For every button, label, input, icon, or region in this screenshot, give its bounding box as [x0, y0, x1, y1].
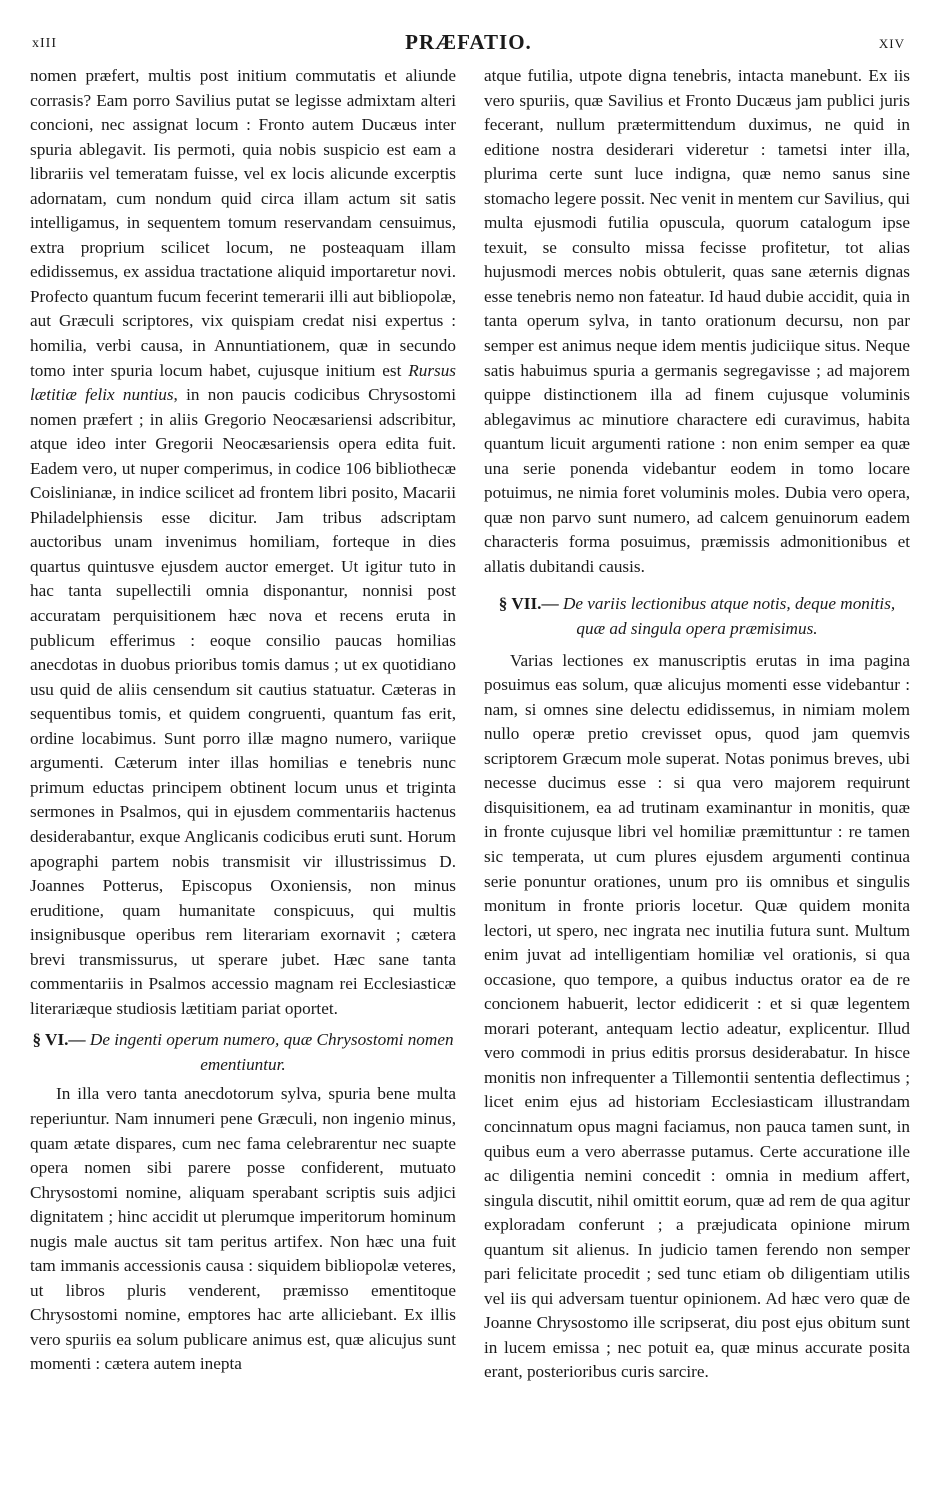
section-heading-vi	[30, 1028, 456, 1077]
right-column	[484, 64, 910, 1385]
right-paragraph-1: atque futilia, utpote digna tenebris, intacta manebunt. Ex iis vero spuriis, quæ Savilius et Fronto Ducæus jam publici juris fecerant, nullum prætermittendum duximus, ne quid in editione nostra desiderari videretur : tametsi inter illa, plurima certe sunt luce indigna, quæ nemo sanus sine stomacho legere possit. Nec venit in mentem cur Savilius, qui multa ejusmodi futilia opuscula, quorum catalogum ipse texuit, se consulto missa fecisse profitetur, tot alias hujusmodi merces nobis obtulerit, quas sane æternis dignas esse tenebris nemo non fateatur. Id haud dubie accidit, quia in tanta operum sylva, in tanto orationum decursu, non par semper est animus neque idem mentis judiciique situs. Neque satis habuimus spuria a germanis segregavisse ; ad majorem quippe distinctionem illa ad finem cujusque voluminis ablegavimus ac minutiore charactere edi curavimus, habita quantum licuit argumenti ratione : non enim semper ea quæ una serie ponenda videbantur eodem in tomo locare potuimus, ne nimia foret voluminis moles. Dubia vero opera, quæ non parvo sunt numero, ad calcem genuinorum eadem characteris forma posuimus, præmissis admonitionibus et allatis dubitandi causis.	[484, 66, 910, 576]
section-title: De ingenti operum numero, quæ Chrysostomi nomen ementiuntur.	[89, 1030, 454, 1074]
left-column	[30, 64, 456, 1377]
running-header	[30, 30, 907, 56]
section-number: § VI.—	[32, 1030, 86, 1050]
section-heading-vii	[484, 592, 910, 641]
running-title: PRÆFATIO.	[405, 30, 532, 54]
section-title: De variis lectionibus atque notis, deque monitis, quæ ad singula opera præmisimus.	[562, 594, 896, 639]
section-number: § VII.—	[498, 594, 559, 614]
text-run: nomen præfert, multis post initium commutatis et aliunde corrasis? Eam porro Savilius putat se legisse admixtam alteri concioni, nec assignat locum : Fronto autem Ducæus inter spuria ablegavit. Iis permoti, quia nobis suspicio est eam a librariis vel temeratam fuisse, vel ex locis alicunde excerptis adornatam, cum nondum quid circa illam actum sit satis intelligamus, in sequentem tomum reservandam censuimus, extra proprium scilicet locum, ne posteaquam illam edidissemus, ex assidua tractatione aliquid importaretur novi. Profecto quantum fucum fecerint temerarii illi aut bibliopolæ, aut Græculi scriptores, vix quispiam credat nisi expertus : homilia, verbi causa, in Annuntiationem, quæ in secundo tomo inter spuria locum habet, cujusque initium est	[30, 66, 456, 380]
right-paragraph-2: Varias lectiones ex manuscriptis erutas in ima pagina posuimus eas solum, quæ alicujus momenti esse videbantur : nam, si omnes sine delectu edidissemus, in nimiam molem nullo operæ pretio crevisset opus, quod jam quemvis scriptorem Græcum mole superat. Notas ponimus breves, ubi necesse ducimus esse : si qua vero majorem requirunt disquisitionem, ea ad trutinam examinantur in monitis, quæ in fronte cujusque libri vel homiliæ præmittuntur : re tamen sic temperata, ut cum plures ejusdem argumenti continua serie ponuntur orationes, unum pro iis omnibus et singulis monitum in fronte prioris locetur. Quæ quidem monita lectori, ut spero, nec ingrata nec inutilia futura sunt. Multum enim juvat ad intelligentiam homiliæ vel orationis, si qua occasione, quo tempore, a quibus inductus orator ea de re concionem habuerit, lector edidicerit : et si quæ legentem morari poterant, antequam lectio adeatur, explicentur. Illud vero commodi in prius editis prorsus desiderabatur. In hisce monitis non infrequenter a Tillemontii sententia deflectimus ; licet enim ejus ad historiam Ecclesiasticam illustrandam concinnatum opus magni faciamus, non pauca tamen sunt, in quibus eum a vero aberrasse putamus. Certe accuratione ille ac diligentia nemini concedit : omnia in medium affert, singula discutit, nihil omittit eorum, quæ ad rem de qua agitur exploradam conferunt ; a præjudicata opinione mirum quantum sit alienus. In judicio tamen ferendo non semper pari felicitate procedit ; sed tunc etiam ob diligentiam utilis vel iis qui adversam tuentur opinionem. Ad hæc vero quæ de Joanne Chrysostomo ille scripserat, diu post ejus obitum sunt in lucem emissa ; nec potuit ea, quæ minus accurate posita erant, posterioribus curis sarcire.	[484, 650, 910, 1382]
text-run: , in non paucis codicibus Chrysostomi nomen præfert ; in aliis Gregorio Neocæsariensi adscribitur, atque ideo inter Gregorii Neocæsariensis opera edita fuit. Eadem vero, ut nuper comperimus, in codice 106 bibliothecæ Coislinianæ, in indice scilicet ad frontem libri posito, Macarii Philadelphiensis esse dicitur. Jam tribus adscriptam auctoribus unam invenimus homiliam, forteque in dies quartus quintusve ejusdem auctor emerget. Ut igitur tuto in hac tanta supellectili omnia disponantur, nonnisi post accuratam perquisitionem hæc nova et recens eruta in publicum efferimus : eoque consilio paucas homilias anecdotas in duobus prioribus tomis damus ; ut ex quotidiano usu quid de aliis censendum sit cautius statuatur. Cæteras in sequentibus tomis, et quidem congruenti, quantum fas erit, ordine locabimus. Sunt porro illæ magno numero, variique argumenti. Cæterum inter illas homilias e tenebris nunc primum eductas principem obtinent locum unus et triginta sermones in Psalmos, qui in ejusdem commentariis hactenus desiderabantur, exque Anglicanis codicibus eruti sunt. Horum apographi partem nobis transmisit vir illustrissimus D. Joannes Potterus, Episcopus Oxoniensis, non minus eruditione, quam humanitate conspicuus, qui multis insignibusque operibus rem literariam exornavit ; cætera brevi transmissurus, ut sperare jubet. Hæc sane tanta commentariis in Psalmos accessio magnam rei Ecclesiasticæ literariæque studiosis lætitiam pariat oportet.	[30, 385, 456, 1018]
left-paragraph-1	[30, 64, 456, 1021]
page-number-right: XIV	[878, 36, 905, 51]
incipit-italic: Rursus lætitiæ felix nuntius	[30, 360, 456, 405]
page-number-left: xIII	[32, 36, 57, 51]
left-paragraph-2: In illa vero tanta anecdotorum sylva, spuria bene multa reperiuntur. Nam innumeri pene Græculi, non ingenio minus, quam ætate dispares, cum nec fama celebrarentur nec suapte opera nomen sibi parere posse confiderent, mutuato Chrysostomi nomine, aliquam sperabant scriptis suis adjici dignitatem ; hinc accidit ut plerumque imperitorum hominum nugis male auctus sit tam peritus artifex. Non hæc una fuit tam immanis accessionis causa : siquidem bibliopolæ veteres, ut libros pluris venderent, præmisso ementitoque Chrysostomi nomine, emptores hac arte alliciebant. Ex illis vero spuriis ea solum publicare animus est, quæ alicujus sunt momenti : cætera autem inepta	[30, 1084, 456, 1374]
